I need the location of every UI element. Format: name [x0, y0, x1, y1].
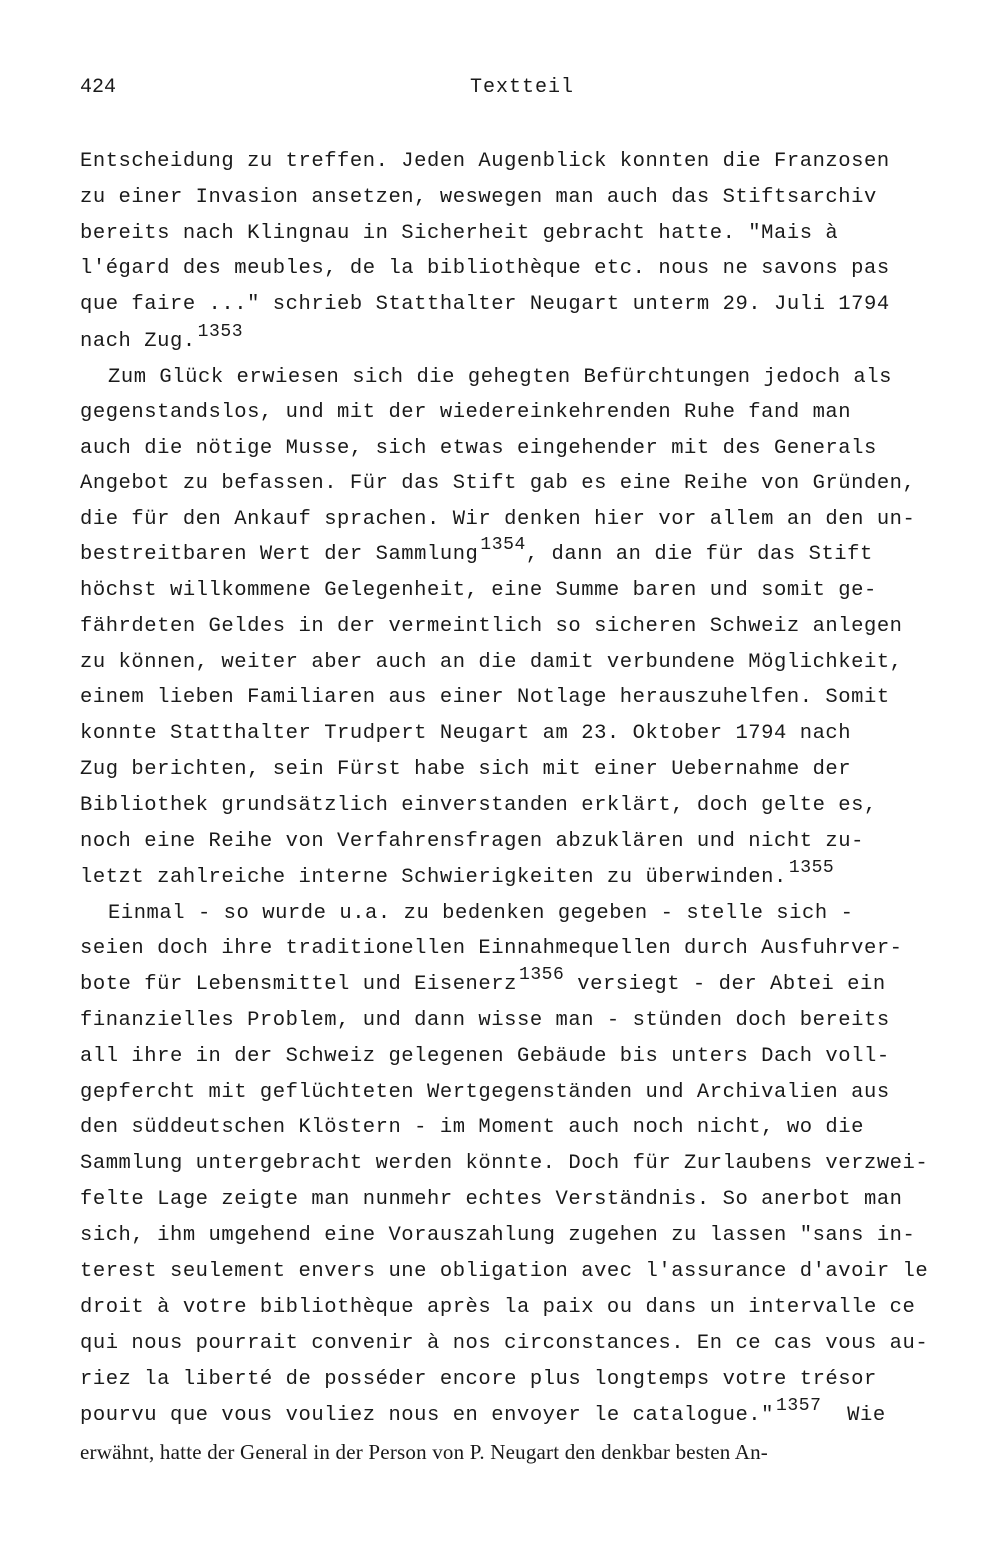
- line-text: Bibliothek grundsätzlich einverstanden erklärt, doch gelte es,: [80, 794, 877, 817]
- line-text: nach Zug.: [80, 330, 196, 353]
- line-text: que faire ..." schrieb Statthalter Neugart unterm 29. Juli 1794: [80, 293, 890, 316]
- line-text: einem lieben Familiaren aus einer Notlage herauszuhelfen. Somit: [80, 686, 890, 709]
- line-text: all ihre in der Schweiz gelegenen Gebäude bis unters Dach voll-: [80, 1045, 890, 1068]
- line-text: auch die nötige Musse, sich etwas eingehender mit des Generals: [80, 437, 877, 460]
- text-line: [80, 686, 890, 709]
- line-text: seien doch ihre traditionellen Einnahmequellen durch Ausfuhrver-: [80, 937, 903, 960]
- text-line: [80, 472, 915, 495]
- footnote-marker: 1355: [788, 858, 835, 878]
- line-text: terest seulement envers une obligation avec l'assurance d'avoir le: [80, 1260, 929, 1283]
- line-text: Entscheidung zu treffen. Jeden Augenblick konnten die Franzosen: [80, 150, 890, 173]
- line-text: Zug berichten, sein Fürst habe sich mit einer Uebernahme der: [80, 758, 852, 781]
- line-text: droit à votre bibliothèque après la paix ou dans un intervalle ce: [80, 1296, 916, 1319]
- text-line: [80, 437, 877, 460]
- text-line: [108, 902, 853, 925]
- line-text: qui nous pourrait convenir à nos circonstances. En ce cas vous au-: [80, 1332, 929, 1355]
- line-text: die für den Ankauf sprachen. Wir denken hier vor allem an den un-: [80, 508, 916, 531]
- text-line: [80, 1188, 903, 1211]
- footnote-marker: 1353: [197, 322, 244, 342]
- text-line: [108, 366, 892, 389]
- line-text: l'égard des meubles, de la bibliothèque etc. nous ne savons pas: [80, 257, 890, 280]
- line-text: zu einer Invasion ansetzen, weswegen man auch das Stiftsarchiv: [80, 186, 877, 209]
- line-text: höchst willkommene Gelegenheit, eine Summe baren und somit ge-: [80, 579, 877, 602]
- text-line: [80, 1152, 928, 1175]
- text-line: [80, 830, 864, 853]
- text-line: [80, 758, 851, 781]
- line-text-continued: , dann an die für das Stift: [525, 543, 873, 566]
- line-text: Angebot zu befassen. Für das Stift gab es eine Reihe von Gründen,: [80, 472, 916, 495]
- text-line: [80, 651, 903, 674]
- text-line: [80, 1368, 877, 1391]
- line-text: letzt zahlreiche interne Schwierigkeiten zu überwinden.: [80, 866, 787, 889]
- line-text: gegenstandslos, und mit der wiedereinkehrenden Ruhe fand man: [80, 401, 852, 424]
- line-text: zu können, weiter aber auch an die damit verbundene Möglichkeit,: [80, 651, 903, 674]
- text-line: [80, 1260, 928, 1283]
- text-line: [80, 1396, 886, 1427]
- line-text: gepfercht mit geflüchteten Wertgegenständen und Archivalien aus: [80, 1081, 890, 1104]
- text-line: [80, 401, 851, 424]
- running-head: Textteil: [470, 76, 575, 99]
- text-line: [80, 858, 835, 889]
- line-text: sich, ihm umgehend eine Vorauszahlung zugehen zu lassen "sans in-: [80, 1224, 916, 1247]
- text-line: [80, 1296, 915, 1319]
- text-line: [80, 322, 244, 353]
- text-line: [80, 293, 890, 316]
- text-line: [80, 1009, 890, 1032]
- text-line: [80, 257, 890, 280]
- text-line: [80, 1440, 768, 1465]
- line-text-continued: versiegt - der Abtei ein: [564, 973, 886, 996]
- line-text: bestreitbaren Wert der Sammlung: [80, 543, 479, 566]
- text-line: [80, 615, 903, 638]
- text-line: [80, 1224, 915, 1247]
- footnote-marker: 1357: [776, 1396, 822, 1416]
- line-text-continued: Wie: [821, 1404, 886, 1427]
- text-line: [80, 1332, 928, 1355]
- line-text: bote für Lebensmittel und Eisenerz: [80, 973, 517, 996]
- page-number: 424: [80, 76, 117, 99]
- text-line: [80, 937, 903, 960]
- line-text: bereits nach Klingnau in Sicherheit gebracht hatte. "Mais à: [80, 222, 839, 245]
- line-text: felte Lage zeigte man nunmehr echtes Verständnis. So anerbot man: [80, 1188, 903, 1211]
- line-text: konnte Statthalter Trudpert Neugart am 23. Oktober 1794 nach: [80, 722, 852, 745]
- text-line: [80, 1045, 890, 1068]
- text-line: [80, 222, 838, 245]
- line-text: den süddeutschen Klöstern - im Moment auch noch nicht, wo die: [80, 1116, 864, 1139]
- text-line: [80, 1116, 864, 1139]
- text-line: [80, 186, 877, 209]
- text-line: [80, 1081, 890, 1104]
- line-text: Einmal - so wurde u.a. zu bedenken gegeben - stelle sich -: [108, 902, 854, 925]
- text-line: [80, 965, 886, 996]
- footnote-marker: 1354: [480, 535, 526, 555]
- text-line: [80, 150, 890, 173]
- text-line: [80, 794, 877, 817]
- line-text: riez la liberté de posséder encore plus longtemps votre trésor: [80, 1368, 877, 1391]
- line-text: Sammlung untergebracht werden könnte. Doch für Zurlaubens verzwei-: [80, 1152, 929, 1175]
- line-text: fährdeten Geldes in der vermeintlich so sicheren Schweiz anlegen: [80, 615, 903, 638]
- line-text: Zum Glück erwiesen sich die gehegten Befürchtungen jedoch als: [108, 366, 892, 389]
- text-line: [80, 535, 873, 566]
- footnote-marker: 1356: [518, 965, 565, 985]
- line-text: noch eine Reihe von Verfahrensfragen abzuklären und nicht zu-: [80, 830, 864, 853]
- text-line: [80, 579, 877, 602]
- text-line: [80, 508, 915, 531]
- line-text: finanzielles Problem, und dann wisse man - stünden doch bereits: [80, 1009, 890, 1032]
- line-text: pourvu que vous vouliez nous en envoyer le catalogue.": [80, 1404, 775, 1427]
- text-line: [80, 722, 851, 745]
- line-text: erwähnt, hatte der General in der Person von P. Neugart den denkbar besten An-: [80, 1440, 768, 1464]
